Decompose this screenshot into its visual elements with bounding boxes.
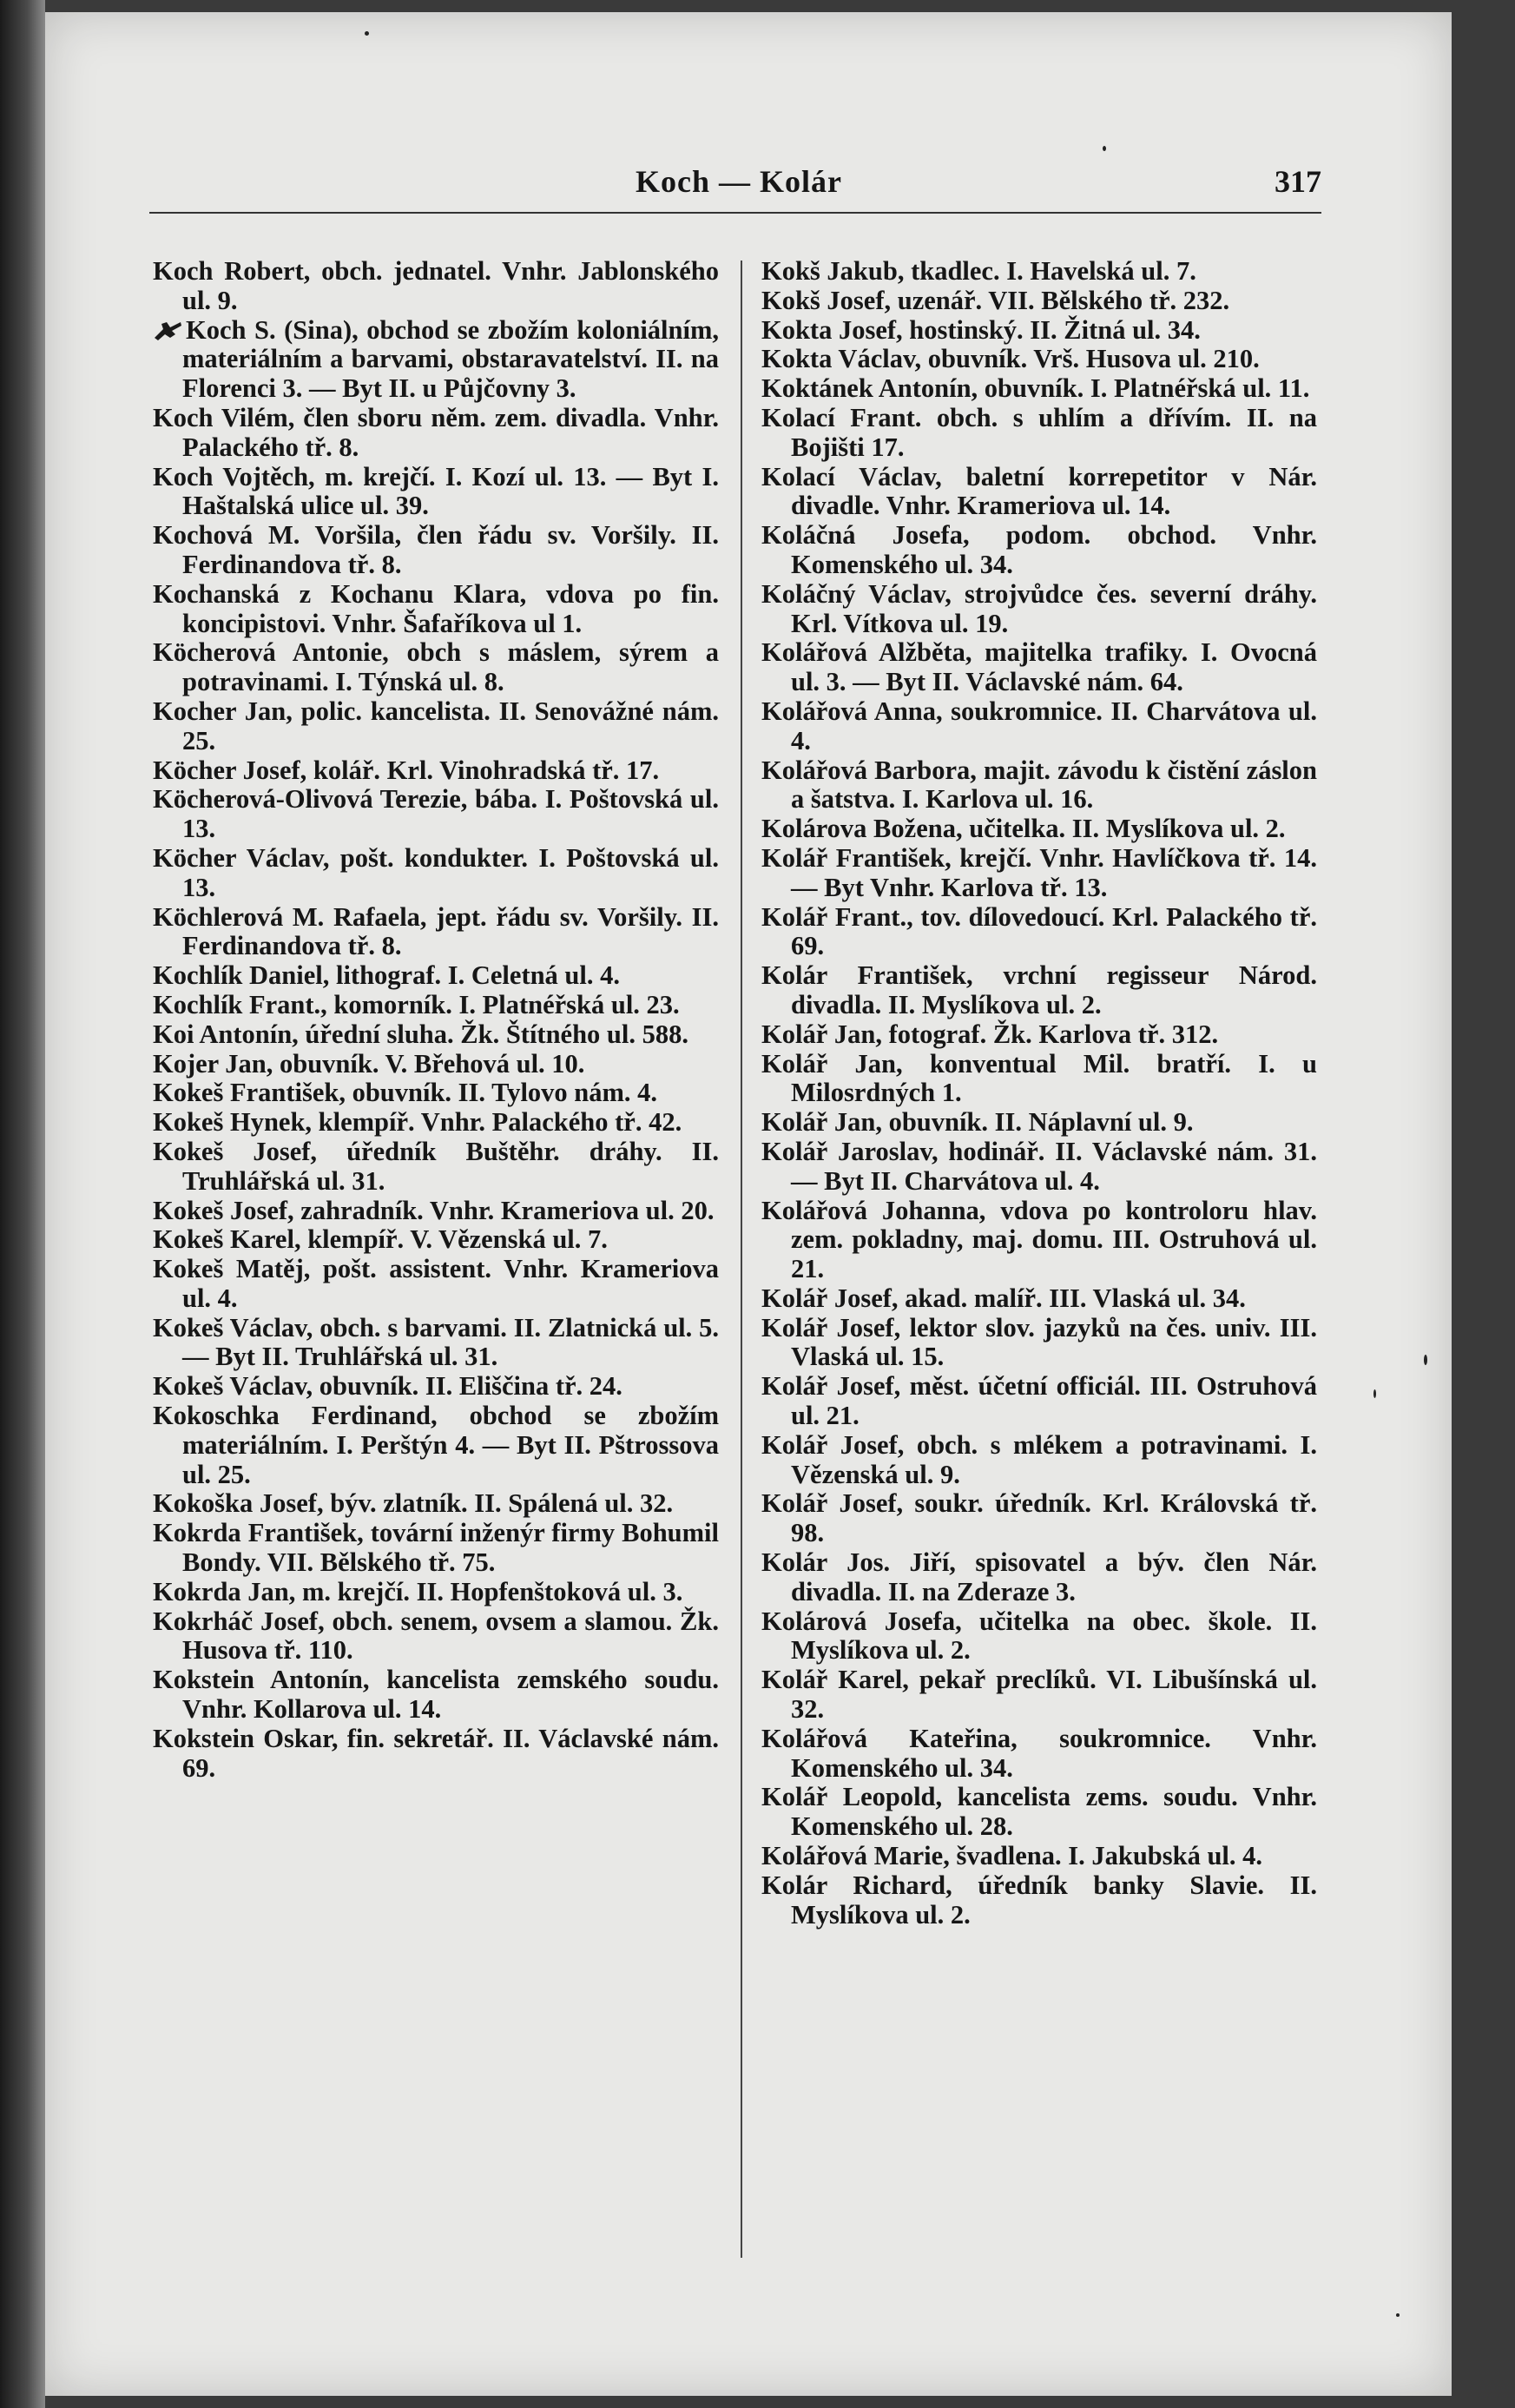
- entry-text: Kolářová Johanna, vdova po kontroloru hlav. zem. pokladny, maj. domu. III. Ostruhová ul. 21.: [761, 1195, 1317, 1284]
- entry-text: Kokta Josef, hostinský. II. Žitná ul. 34.: [761, 314, 1201, 345]
- left-column: [153, 257, 719, 1783]
- directory-entry: [153, 961, 719, 991]
- directory-entry: [153, 1138, 719, 1197]
- entry-text: Kolář Jan, fotograf. Žk. Karlova tř. 312.: [761, 1019, 1219, 1049]
- entry-text: Kolář František, krejčí. Vnhr. Havlíčkova tř. 14. — Byt Vnhr. Karlova tř. 13.: [761, 842, 1317, 902]
- entry-text: Kolářová Anna, soukromnice. II. Charvátova ul. 4.: [761, 696, 1317, 755]
- entry-text: Kolár Jos. Jiří, spisovatel a býv. člen Nár. divadla. II. na Zderaze 3.: [761, 1547, 1317, 1606]
- entry-text: Kokš Josef, uzenář. VII. Bělského tř. 232.: [761, 285, 1230, 315]
- entry-text: Kolár František, vrchní regisseur Národ. divadla. II. Myslíkova ul. 2.: [761, 960, 1317, 1019]
- directory-entry: [761, 1431, 1317, 1490]
- directory-entry: [761, 287, 1317, 316]
- entry-text: Koch Robert, obch. jednatel. Vnhr. Jablonského ul. 9.: [153, 256, 719, 315]
- directory-entry: [153, 1402, 719, 1489]
- entry-text: Kocher Jan, polic. kancelista. II. Senovážné nám. 25.: [153, 696, 719, 755]
- print-speck: [1373, 1389, 1376, 1398]
- directory-entry: [761, 1725, 1317, 1784]
- entry-text: Kokstein Oskar, fin. sekretář. II. Václavské nám. 69.: [153, 1723, 719, 1783]
- directory-entry: [761, 345, 1317, 374]
- directory-entry: [153, 991, 719, 1020]
- page-gutter-shadow: [0, 0, 45, 2408]
- entry-text: Kolář Jan, konventual Mil. bratří. I. u Milosrdných 1.: [761, 1048, 1317, 1108]
- entry-text: Köcherová Antonie, obch s máslem, sýrem a potravinami. I. Týnská ul. 8.: [153, 637, 719, 697]
- directory-entry: [153, 1519, 719, 1578]
- directory-entry: [761, 374, 1317, 404]
- entry-text: Kolářová Marie, švadlena. I. Jakubská ul. 4.: [761, 1841, 1263, 1871]
- entry-text: Koláčný Václav, strojvůdce čes. severní dráhy. Krl. Vítkova ul. 19.: [761, 578, 1317, 638]
- entry-text: Kolář Josef, lektor slov. jazyků na čes. univ. III. Vlaská ul. 15.: [761, 1312, 1317, 1372]
- print-speck: [1424, 1355, 1427, 1365]
- directory-entry: [153, 1666, 719, 1725]
- directory-entry: [761, 815, 1317, 844]
- entry-text: Köcher Josef, kolář. Krl. Vinohradská tř. 17.: [153, 755, 660, 785]
- directory-entry: [153, 257, 719, 316]
- directory-entry: [761, 463, 1317, 522]
- directory-entry: [761, 1138, 1317, 1197]
- entry-text: Köchlerová M. Rafaela, jept. řádu sv. Voršily. II. Ferdinandova tř. 8.: [153, 901, 719, 961]
- entry-text: Kolář Jaroslav, hodinář. II. Václavské nám. 31. — Byt II. Charvátova ul. 4.: [761, 1136, 1317, 1196]
- entry-text: Kolář Josef, měst. účetní officiál. III. Ostruhová ul. 21.: [761, 1371, 1317, 1431]
- entry-text: Kokrda František, tovární inženýr firmy Bohumil Bondy. VII. Bělského tř. 75.: [153, 1518, 719, 1578]
- pointing-hand-icon: [153, 319, 182, 341]
- entry-text: Kochlík Frant., komorník. I. Platnéřská ul. 23.: [153, 989, 680, 1019]
- directory-entry: [761, 1108, 1317, 1138]
- directory-entry: [153, 316, 719, 404]
- directory-entry: [761, 1284, 1317, 1314]
- entry-text: Kolárova Božena, učitelka. II. Myslíkova ul. 2.: [761, 814, 1286, 844]
- right-column: [761, 257, 1317, 1930]
- directory-entry: [761, 1607, 1317, 1666]
- entry-text: Kokta Václav, obuvník. Vrš. Husova ul. 210.: [761, 344, 1260, 374]
- print-speck: [1103, 146, 1106, 151]
- entry-text: Kokeš Hynek, klempíř. Vnhr. Palackého tř. 42.: [153, 1107, 682, 1138]
- directory-entry: [153, 1372, 719, 1402]
- header-rule: [149, 212, 1321, 214]
- entry-text: Kolací Václav, baletní korrepetitor v Nár. divadle. Vnhr. Krameriova ul. 14.: [761, 461, 1317, 521]
- directory-entry: [153, 785, 719, 844]
- page-title: Koch — Kolár: [636, 164, 842, 199]
- directory-entry: [761, 844, 1317, 903]
- directory-entry: [153, 1489, 719, 1519]
- entry-text: Kokš Jakub, tkadlec. I. Havelská ul. 7.: [761, 256, 1196, 286]
- directory-entry: [761, 1871, 1317, 1930]
- directory-entry: [153, 1050, 719, 1079]
- entry-text: Kolár Richard, úředník banky Slavie. II. Myslíkova ul. 2.: [761, 1870, 1317, 1930]
- entry-text: Köcherová-Olivová Terezie, bába. I. Poštovská ul. 13.: [153, 784, 719, 844]
- directory-entry: [761, 257, 1317, 287]
- directory-entry: [153, 580, 719, 639]
- directory-entry: [761, 1020, 1317, 1050]
- directory-entry: [761, 316, 1317, 346]
- directory-entry: [761, 756, 1317, 815]
- directory-entry: [761, 1372, 1317, 1431]
- entry-text: Kolářová Kateřina, soukromnice. Vnhr. Komenského ul. 34.: [761, 1723, 1317, 1783]
- directory-entry: [761, 1314, 1317, 1373]
- directory-entry: [153, 463, 719, 522]
- directory-entry: [761, 1050, 1317, 1109]
- entry-text: Koktánek Antonín, obuvník. I. Platnéřská ul. 11.: [761, 373, 1310, 404]
- entry-text: Kokeš Josef, úředník Buštěhr. dráhy. II. Truhlářská ul. 31.: [153, 1136, 719, 1196]
- entry-text: Kokstein Antonín, kancelista zemského soudu. Vnhr. Kollarova ul. 14.: [153, 1665, 719, 1725]
- directory-entry: [761, 1666, 1317, 1725]
- directory-entry: [153, 1578, 719, 1607]
- entry-text: Kokeš Josef, zahradník. Vnhr. Krameriova ul. 20.: [153, 1195, 715, 1225]
- entry-text: Kolací Frant. obch. s uhlím a dřívím. II. na Bojišti 17.: [761, 402, 1317, 462]
- entry-text: Kolář Jan, obuvník. II. Náplavní ul. 9.: [761, 1107, 1194, 1138]
- entry-text: Kojer Jan, obuvník. V. Břehová ul. 10.: [153, 1048, 585, 1079]
- directory-entry: [761, 1842, 1317, 1871]
- entry-text: Koch Vojtěch, m. krejčí. I. Kozí ul. 13. — Byt I. Haštalská ulice ul. 39.: [153, 461, 719, 521]
- entry-text: Kokeš Václav, obuvník. II. Eliščina tř. 24.: [153, 1371, 622, 1402]
- entry-text: Kolář Frant., tov. dílovedoucí. Krl. Palackého tř. 69.: [761, 901, 1317, 961]
- entry-text: Kokeš Matěj, pošt. assistent. Vnhr. Krameriova ul. 4.: [153, 1254, 719, 1313]
- entry-text: Kochanská z Kochanu Klara, vdova po fin. koncipistovi. Vnhr. Šafaříkova ul 1.: [153, 578, 719, 638]
- directory-entry: [153, 1255, 719, 1314]
- print-speck: [365, 31, 369, 36]
- directory-entry: [153, 844, 719, 903]
- entry-text: Kokoška Josef, býv. zlatník. II. Spálená ul. 32.: [153, 1488, 674, 1519]
- page-number: 317: [1275, 164, 1321, 199]
- entry-text: Kolářová Barbora, majit. závodu k čistění záslon a šatstva. I. Karlova ul. 16.: [761, 755, 1317, 815]
- entry-text: Kolář Josef, obch. s mlékem a potravinami. I. Vězenská ul. 9.: [761, 1429, 1317, 1489]
- directory-entry: [153, 756, 719, 786]
- directory-entry: [153, 1197, 719, 1226]
- directory-entry: [761, 1197, 1317, 1284]
- directory-entry: [153, 1607, 719, 1666]
- entry-text: Kokeš Václav, obch. s barvami. II. Zlatnická ul. 5. — Byt II. Truhlářská ul. 31.: [153, 1312, 719, 1372]
- entry-text: Koi Antonín, úřední sluha. Žk. Štítného ul. 588.: [153, 1019, 688, 1049]
- entry-text: Koláčná Josefa, podom. obchod. Vnhr. Komenského ul. 34.: [761, 520, 1317, 579]
- entry-text: Kochlík Daniel, lithograf. I. Celetná ul. 4.: [153, 960, 620, 991]
- directory-entry: [761, 1548, 1317, 1607]
- directory-entry: [153, 1225, 719, 1255]
- entry-text: Kolář Josef, soukr. úředník. Krl. Královská tř. 98.: [761, 1488, 1317, 1548]
- directory-entry: [153, 697, 719, 756]
- entry-text: Kolář Josef, akad. malíř. III. Vlaská ul. 34.: [761, 1283, 1246, 1313]
- directory-entry: [153, 1314, 719, 1373]
- column-divider: [741, 261, 742, 2258]
- entry-text: Köcher Václav, pošt. kondukter. I. Poštovská ul. 13.: [153, 842, 719, 902]
- entry-text: Kokeš František, obuvník. II. Tylovo nám. 4.: [153, 1078, 658, 1108]
- directory-entry: [761, 903, 1317, 962]
- entry-text: Kolářová Alžběta, majitelka trafiky. I. Ovocná ul. 3. — Byt II. Václavské nám. 64.: [761, 637, 1317, 697]
- entry-text: Kokrháč Josef, obch. senem, ovsem a slamou. Žk. Husova tř. 110.: [153, 1606, 719, 1666]
- directory-entry: [761, 1489, 1317, 1548]
- entry-text: Koch Vilém, člen sboru něm. zem. divadla. Vnhr. Palackého tř. 8.: [153, 402, 719, 462]
- directory-entry: [153, 903, 719, 962]
- entry-text: Kokeš Karel, klempíř. V. Vězenská ul. 7.: [153, 1224, 608, 1255]
- directory-entry: [153, 1079, 719, 1108]
- directory-entry: [761, 697, 1317, 756]
- directory-entry: [153, 638, 719, 697]
- directory-entry: [761, 961, 1317, 1020]
- directory-entry: [761, 404, 1317, 463]
- directory-entry: [761, 638, 1317, 697]
- page-header: [149, 163, 1321, 208]
- directory-entry: [153, 1108, 719, 1138]
- entry-text: Kolář Leopold, kancelista zems. soudu. Vnhr. Komenského ul. 28.: [761, 1782, 1317, 1842]
- directory-entry: [153, 521, 719, 580]
- directory-entry: [153, 1020, 719, 1050]
- directory-entry: [153, 404, 719, 463]
- entry-text: Kolárová Josefa, učitelka na obec. škole. II. Myslíkova ul. 2.: [761, 1606, 1317, 1666]
- directory-entry: [761, 521, 1317, 580]
- directory-entry: [761, 1783, 1317, 1842]
- entry-text: Kochová M. Voršila, člen řádu sv. Voršily. II. Ferdinandova tř. 8.: [153, 520, 719, 579]
- print-speck: [1396, 2313, 1400, 2317]
- directory-entry: [153, 1725, 719, 1784]
- directory-entry: [761, 580, 1317, 639]
- entry-text: Kokoschka Ferdinand, obchod se zbožím materiálním. I. Perštýn 4. — Byt II. Pštrossova ul. 25.: [153, 1401, 719, 1489]
- entry-text: Kolář Karel, pekař preclíků. VI. Libušínská ul. 32.: [761, 1665, 1317, 1725]
- entry-text: Koch S. (Sina), obchod se zbožím koloniálním, materiálním a barvami, obstaravatelství. II. na Florenci 3. — Byt II. u Půjčovny 3.: [182, 314, 719, 404]
- entry-text: Kokrda Jan, m. krejčí. II. Hopfenštoková ul. 3.: [153, 1576, 683, 1606]
